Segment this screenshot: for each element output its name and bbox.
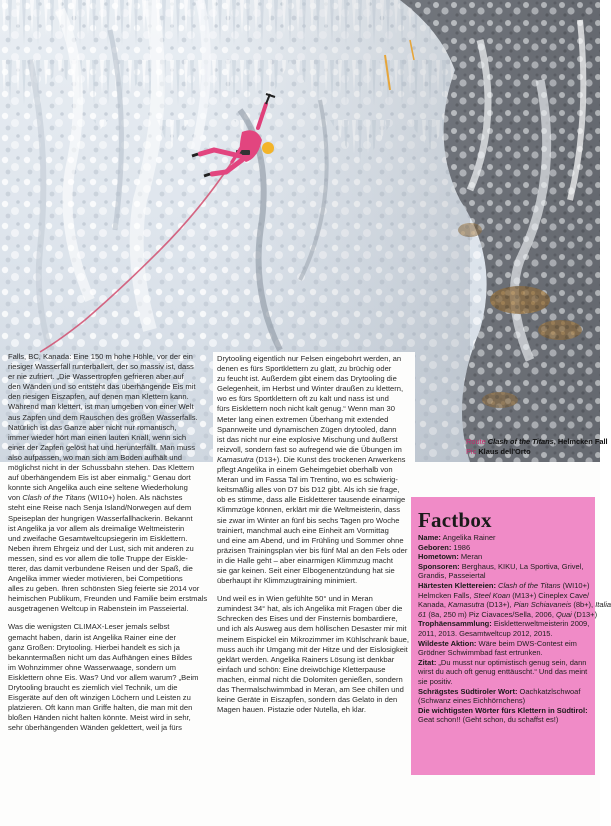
fact-value: Grandis, Passeiertal: [418, 571, 486, 581]
text-line: zumindest 34° hat, als ich Angelika mit Fragen über die: [217, 604, 403, 614]
text-line: Angelika immer wieder motivieren, bei Competitions: [8, 574, 183, 584]
text-line: Eisgeräte auf den oft winzigen Löchern und Leisten zu: [8, 693, 191, 703]
route-title-italic: Clash of the Titans: [22, 493, 86, 503]
fact-value: sie positiv.: [418, 676, 453, 686]
fact-label: Name:: [418, 533, 441, 542]
text-line: alles zu geben. Ihren schönsten Sieg feierte sie 2014 vor: [8, 584, 200, 594]
text-line: ausgetragenen Weltcup in Rabenstein im Passeiertal.: [8, 604, 189, 614]
text-line: Was die wenigsten CLIMAX-Leser jemals selbst: [8, 622, 170, 632]
text-line: Gelegenheit, im Herbst und Winter draußen zu klettern,: [217, 384, 404, 394]
article-paragraph: [217, 354, 413, 586]
factbox-sponsors: [418, 562, 588, 581]
text-line: den riesigen Eiszapfen, auf denen man Klettern kann.: [8, 392, 189, 402]
fact-route-italic: Clash of the Titans: [498, 580, 561, 590]
factbox-title: Factbox: [418, 508, 492, 532]
fact-value: (8b+),: [571, 600, 596, 610]
factbox-trophies: [418, 619, 588, 638]
text-line: ist Angelika ja vor allem als dreimalige Weltmeisterin: [8, 523, 185, 533]
text-line: einfach und schön: Eine dreiwöchige Kletterpause: [217, 664, 386, 674]
text-line: Eisklettern ohne Eis. Was? Und vor allem warum? „Beim: [8, 672, 199, 682]
fact-label: Die wichtigsten Wörter fürs Klettern in Südtirol:: [418, 705, 588, 715]
text-line: gemacht haben, darin ist Angelika Rainer eine der: [8, 632, 177, 642]
fact-route-italic: Italia: [595, 600, 611, 610]
text-line: bloßen Händen nicht halten könnte. Meist wird in sehr,: [8, 713, 191, 723]
text-line: zu feucht ist. Außerdem gibt einem das Drytooling die: [217, 374, 397, 384]
fact-route-italic: Kamasutra: [448, 600, 485, 610]
article-paragraph: [8, 352, 208, 614]
article-paragraph: [8, 622, 204, 733]
text-line: einer der Zapfen gelöst hat und herunterfällt. Man muss: [8, 442, 195, 452]
text-line: wo es fürs Sportklettern oft zu kalt und nass ist und: [217, 394, 389, 404]
factbox-odd-word: [418, 687, 588, 706]
text-line: aus Zapfen und dem Rauschen des großen Wasserfalls.: [8, 412, 198, 422]
factbox-wildest-action: [418, 639, 588, 658]
text-line: ob es stimme, dass alle Eiskletterer tausende einarmige: [217, 495, 406, 505]
article-column-2: [213, 352, 415, 725]
fact-value: Helmcken Falls,: [418, 590, 474, 600]
caption-photographer: Klaus dell'Orto: [478, 446, 531, 456]
fact-value: Eiskletterweltmeisterin 2009,: [491, 619, 590, 629]
fact-value: (Schwanz eines Eichhörnchens): [418, 696, 526, 706]
text-line: und eine am Abend, und im Frühling und Sommer ohne: [217, 535, 404, 545]
fact-route-italic: Quai: [556, 609, 572, 619]
text-line: riesiger Wasserfall runterballert, der so massiv ist, dass: [8, 362, 194, 372]
text-line: Falls, BC, Kanada: Eine 150 m hohe Höhle, vor der ein: [8, 352, 193, 361]
text-line: platzieren. Oft kann man Griffe halten, die man mit den: [8, 703, 193, 713]
text-line: heimischen Publikum, Freunden und Familie beim erstmals: [8, 594, 208, 604]
text-line: und ich als Ausweg aus dem höllischen Desaster mir mit: [217, 624, 407, 634]
factbox-quote: [418, 658, 588, 687]
fact-value: (M13+) Cineplex Cave/: [510, 590, 590, 600]
text-line: präzisen Trainingsplan vier bis fünf Mal an den Fels oder: [217, 545, 408, 555]
text-line: sie gar keinen. Seit einer Elbogenentzündung hat sie: [217, 565, 395, 575]
factbox-name: [418, 533, 588, 543]
text-line: konnte sich Angelika auch eine seltene Wiederholung: [8, 483, 188, 493]
text-run: (WI10+) holen. Als nächstes: [85, 493, 183, 503]
photo-caption: [466, 437, 608, 456]
fact-route-italic: Pian Schiavaneis: [513, 600, 572, 610]
text-line: Meran und im Fassa Tal im Trentino, wo es schwierig-: [217, 475, 398, 485]
text-line: immer wieder hört man einen lauten Knall, wenn sich: [8, 432, 187, 442]
text-line: meinem Eispickel ein Mikrozimmer im Kühlschrank baue,: [217, 634, 410, 644]
fact-label: Trophäensammlung:: [418, 619, 492, 629]
fact-label: Hometown:: [418, 552, 459, 562]
text-line: denen es fürs Sportklettern zu glatt, zu brüchig oder: [217, 364, 392, 374]
text-line: pflegt Angelika in einem Geheimgebiet oberhalb von: [217, 465, 393, 475]
text-line: sie zwar im Winter an fünf bis sechs Tagen pro Woche: [217, 515, 400, 525]
fact-value: (D13+),: [484, 600, 514, 610]
text-line: auf überhängendem Eis ist aber einmalig.“ Genau dort: [8, 473, 191, 483]
text-line: [8, 493, 204, 503]
fact-value: Meran: [458, 552, 483, 562]
factbox-born: [418, 543, 588, 553]
fact-value: Geat schon!! (Geht schon, du schaffst es!): [418, 715, 559, 725]
text-line: im Wohnzimmer ohne Wasserwaage, sondern um: [8, 662, 176, 672]
fact-label: Schrägstes Südtiroler Wort:: [418, 686, 518, 696]
text-line: Neben ihrem Ehrgeiz und der Lust, sich mit anderen zu: [8, 543, 194, 553]
text-line: überhaupt ihr Klimmzugtraining minimiert.: [217, 576, 358, 586]
route-title-italic: Kamasutra: [217, 454, 254, 464]
text-line: fürs Eisklettern noch nicht kalt genug.“ Wenn man 30: [217, 404, 395, 414]
text-line: möglichst nicht in der Schussbahn stehen. Das Klettern: [8, 463, 195, 473]
text-line: trainiert, manchmal auch eine Einheit am Vormittag: [217, 525, 389, 535]
text-line: Drytooling braucht es ziemlich viel Technik, um die: [8, 683, 178, 692]
text-line: Speiseplan der hungrigen Wasserfallhackerin. Bekannt: [8, 513, 193, 523]
text-line: Während man klettert, ist man umgeben von einer Welt: [8, 402, 194, 412]
text-line: also aufpassen, wo man sich am Boden aufhält und: [8, 452, 182, 462]
text-line: machen, einmal nicht die Dolomiten genießen, sondern: [217, 674, 403, 684]
fact-value: „Du musst nur optimistisch genug sein, dann: [436, 657, 587, 667]
text-line: muss auch ihr Umgang mit der Hitze und der Eislosigkeit: [217, 644, 408, 654]
fact-value: (WI10+): [560, 580, 590, 590]
text-line: keine Geräte in Eiszapfen, sondern das Gelato in den: [217, 695, 398, 705]
text-line: und zweifache Gesamtweltcupsiegerin im Eisklettern.: [8, 533, 188, 543]
text-line: ist das nicht nur eine explosive Mischung und äußerst: [217, 434, 398, 444]
caption-route-name: Clash of the Titans: [487, 437, 554, 446]
fact-value: Wäre beim DWS-Contest eim: [476, 638, 577, 648]
text-line: [217, 455, 413, 465]
fact-value: Grödner Schwimmbad fast ertrunken.: [418, 648, 543, 658]
factbox: [411, 497, 611, 775]
factbox-hometown: [418, 552, 588, 562]
text-line: den Wänden und so entsteht das überhängende Eis mit: [8, 382, 196, 392]
text-line: keitsmäßig alles von D7 bis D12 gibt. Als ich sie frage,: [217, 485, 400, 495]
caption-pic-label: Pic: [466, 446, 477, 456]
fact-label: Wildeste Aktion:: [418, 638, 477, 648]
text-line: ganz Großen: Drytooling. Hierbei handelt es sich ja: [8, 642, 180, 652]
article-paragraph: [217, 594, 413, 715]
text-line: Schrecken des Eises und der Finsternis bombardiere,: [217, 614, 398, 624]
text-line: Meter lang einen extremen Überhang mit extended: [217, 414, 389, 424]
text-line: er nie zufriert. „Die Wassertropfen gefrieren aber auf: [8, 372, 184, 382]
fact-value: 2011, 2013. Gesamtweltcup 2012, 2015.: [418, 628, 553, 638]
text-line: Drytooling eigentlich nur Felsen eingebohrt werden, an: [217, 354, 402, 363]
fact-value: Kanada,: [418, 600, 449, 610]
fact-route-italic: 61: [418, 609, 427, 619]
text-line: Spannweite und dynamischen Zügen drytooled, dann: [217, 424, 397, 434]
article-column-1: [8, 352, 208, 741]
fact-label: Härtesten Klettereien:: [418, 580, 496, 590]
text-line: bekanntermaßen nicht um das Aufhängen eines Bildes: [8, 652, 193, 662]
text-line: in die Halle geht – aber einarmigen Klimmzug macht: [217, 555, 394, 565]
fact-value: (8a, 250 m) Piz Ciavaces/Sella, 2006,: [426, 609, 556, 619]
text-line: Klimmzüge können, erklärt mir die Weltmeisterin, dass: [217, 505, 401, 515]
text-line: Und weil es in Wien gefühlte 50° und in Meran: [217, 594, 373, 604]
fact-value: Angelika Rainer: [440, 533, 496, 542]
text-line: reizvoll, sondern fast so aufregend wie die Übungen im: [217, 444, 402, 454]
factbox-hardest-climbs: [418, 580, 611, 619]
text-line: tterer, das damit verbundene Reisen und der Spaß, die: [8, 563, 193, 573]
fact-value: 1986: [451, 542, 471, 552]
fact-label: Geboren:: [418, 542, 452, 552]
fact-route-italic: Steel Koan: [473, 590, 511, 600]
text-line: geklärt werden. Angelika Rainers Lösung ist denkbar: [217, 654, 395, 664]
caption-route-label: Route: [466, 437, 486, 446]
caption-location: , Helmcken Fall: [553, 437, 608, 446]
text-line: Natürlich ist das Ganze aber nicht nur romantisch,: [8, 422, 177, 432]
text-run: (D13+). Die Kunst des trockenen Anwerkens: [253, 454, 406, 464]
factbox-important-words: [418, 706, 588, 725]
text-line: messen, sind es vor allem die tolle Truppe der Eiskle-: [8, 553, 188, 563]
fact-value: (D13+): [571, 609, 598, 619]
fact-value: wirst du auch oft genug enttäuscht.“ Und das meint: [418, 667, 588, 677]
text-line: sehr überhängenden Wänden geklettert, weil ja fürs: [8, 723, 182, 733]
fact-value: Oachkatzlschwoaf: [517, 686, 581, 696]
fact-value: Berghaus, KIKU, La Sportiva, Grivel,: [459, 561, 584, 571]
text-line: steht eine Reise nach Senja Island/Norwegen auf dem: [8, 503, 192, 513]
text-run: von: [8, 493, 23, 503]
text-line: das Thermalschwimmbad in Meran, am See chillen und: [217, 685, 404, 694]
fact-label: Sponsoren:: [418, 561, 460, 571]
fact-label: Zitat:: [418, 657, 437, 667]
text-line: Magen hauen. Pistazie oder Nutella, eh klar.: [217, 705, 367, 715]
